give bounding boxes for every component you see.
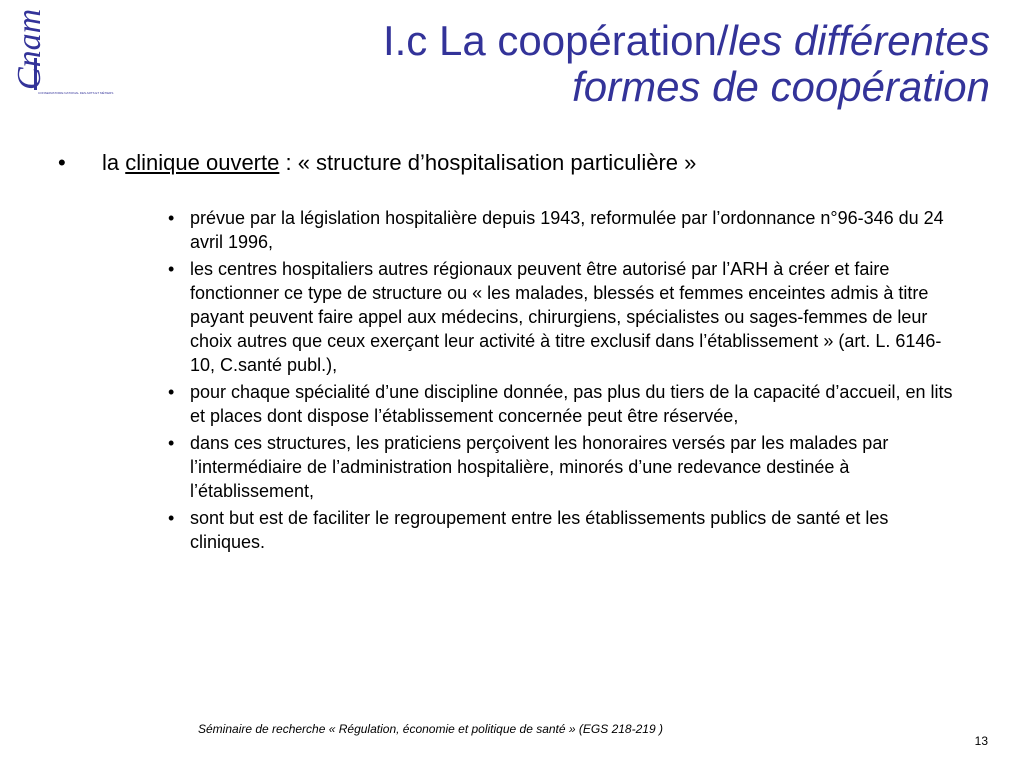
list-item <box>168 206 958 254</box>
lead-suffix: : « structure d’hospitalisation particulière » <box>279 150 697 175</box>
list-item-text: les centres hospitaliers autres régionaux peuvent être autorisé par l’ARH à créer et faire fonctionner ce type de structure ou « les malades, blessés et femmes enceintes admis à titre payant peuvent faire appel aux médecins, chirurgiens, spécialistes ou sages-femmes de leur choix autres que ceux exerçant leur activité à titre exclusif dans l’établissement » (art. L. 6146-10, C.santé publ.), <box>190 259 942 375</box>
slide-title <box>230 18 990 110</box>
sub-bullet-symbol: • <box>168 259 175 279</box>
main-bullet-text <box>102 148 696 178</box>
list-item <box>168 257 958 377</box>
cnam-logo <box>11 8 114 96</box>
logo-subtitle: CONSERVATOIRE NATIONAL DES ARTS ET MÉTIERS <box>38 91 114 95</box>
list-item <box>168 380 958 428</box>
lead-prefix: la <box>102 150 126 175</box>
list-item <box>168 506 958 554</box>
sub-bullet-symbol: • <box>168 508 175 528</box>
lead-underlined: clinique ouverte <box>125 150 280 175</box>
sub-bullet-symbol: • <box>168 382 175 402</box>
page-number: 13 <box>974 734 988 748</box>
title-italic-1: les différentes <box>728 17 990 64</box>
footer-text: Séminaire de recherche « Régulation, économie et politique de santé » (EGS 218-219 ) <box>198 722 663 736</box>
list-item-text: sont but est de faciliter le regroupement entre les établissements publics de santé et les cliniques. <box>190 508 889 552</box>
sub-bullet-symbol: • <box>168 208 175 228</box>
list-item <box>168 431 958 503</box>
list-item-text: dans ces structures, les praticiens perçoivent les honoraires versés par les malades par l’intermédiaire de l’administration hospitalière, minorés d’une redevance destinée à l’établissement, <box>190 433 889 501</box>
list-item-text: pour chaque spécialité d’une discipline donnée, pas plus du tiers de la capacité d’accueil, en lits et places dont dispose l’établissement concernée peut être réservée, <box>190 382 953 426</box>
bullet-symbol: • <box>58 150 66 175</box>
logo-text: Cnam <box>11 8 48 90</box>
list-item-text: prévue par la législation hospitalière depuis 1943, reformulée par l’ordonnance n°96-346 du 24 avril 1996, <box>190 208 944 252</box>
sub-bullet-symbol: • <box>168 433 175 453</box>
title-italic-2: formes de coopération <box>572 63 990 110</box>
title-plain: I.c La coopération/ <box>382 17 729 64</box>
sub-bullet-list <box>168 206 958 557</box>
